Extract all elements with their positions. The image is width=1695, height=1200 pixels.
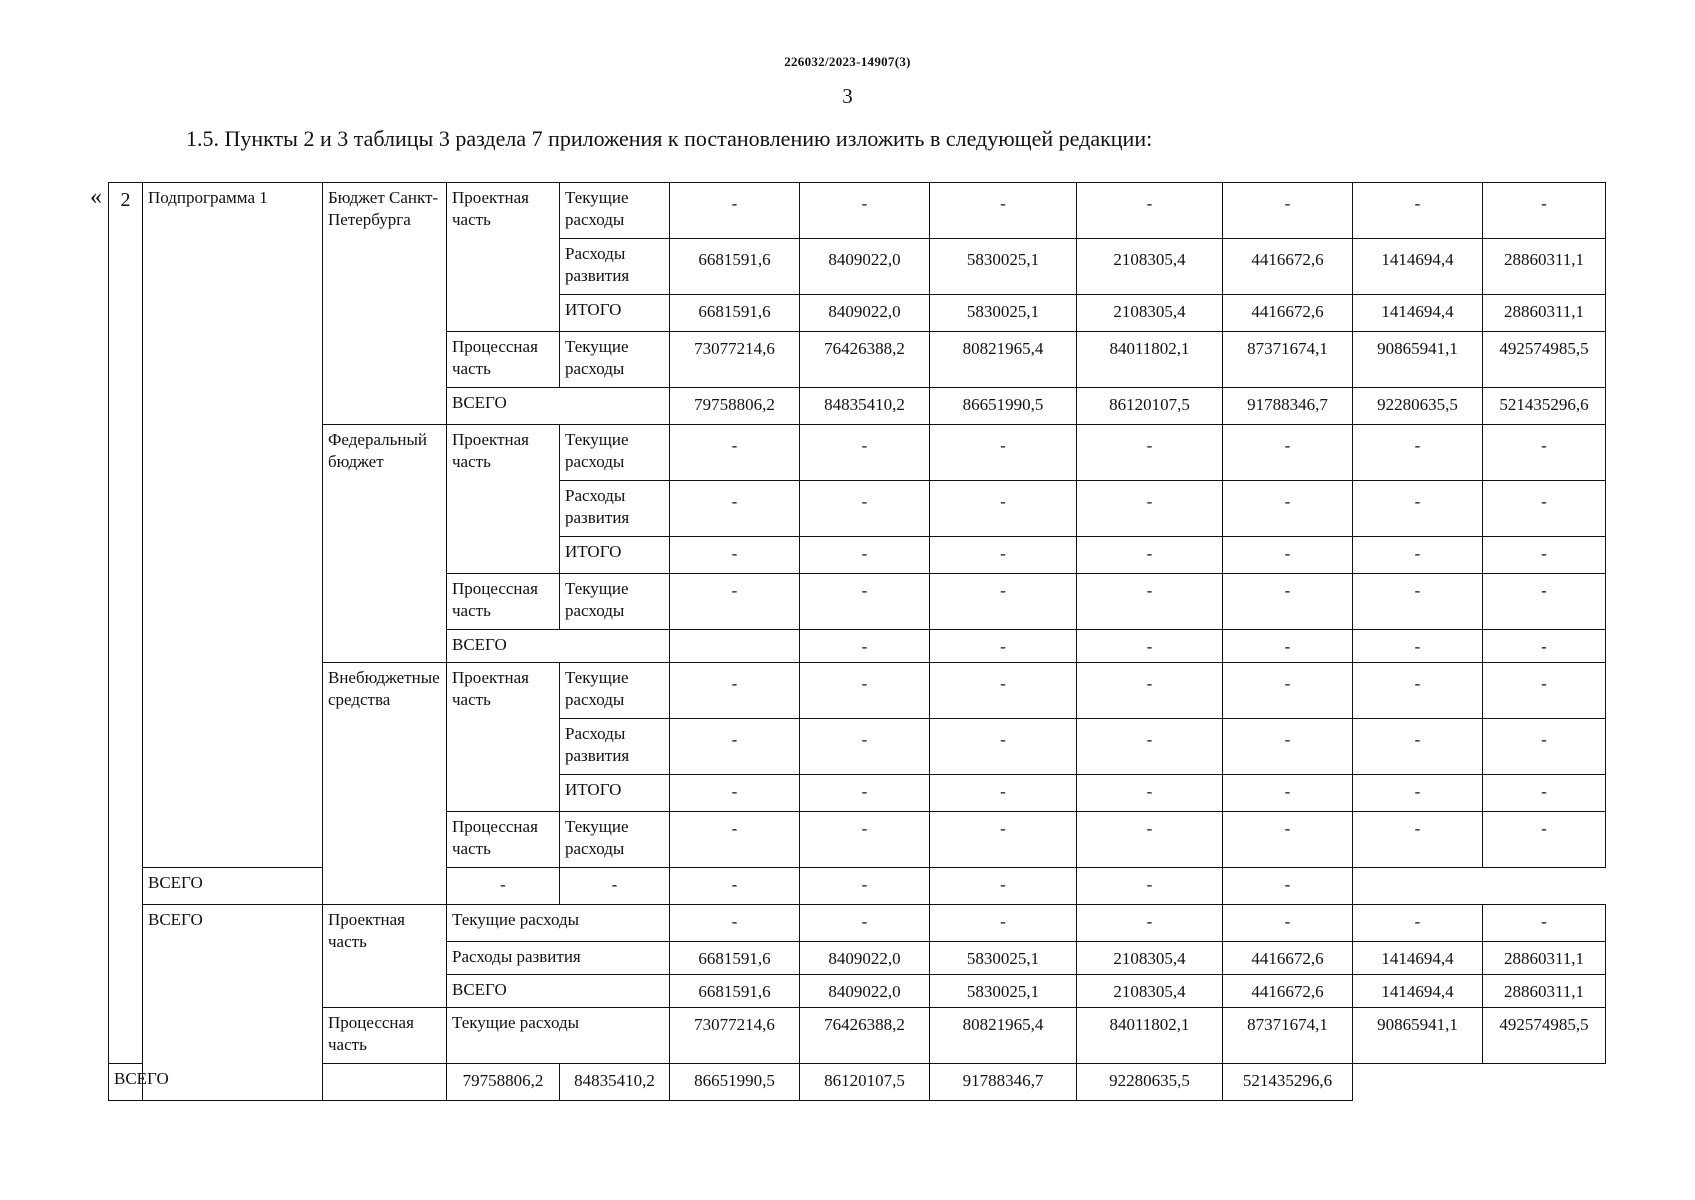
table-row <box>109 1064 1606 1101</box>
expense-label: Текущие расходы <box>447 1008 670 1064</box>
table-cell: - <box>800 537 930 574</box>
table-cell: 8409022,0 <box>800 975 930 1008</box>
table-cell: - <box>670 868 800 905</box>
table-cell: - <box>930 183 1077 239</box>
table-cell: - <box>1223 481 1353 537</box>
table-cell: 91788346,7 <box>930 1064 1077 1101</box>
table-cell: - <box>670 812 800 868</box>
table-cell: - <box>1223 719 1353 775</box>
table-cell: - <box>800 775 930 812</box>
table-cell: 1414694,4 <box>1353 295 1483 332</box>
table-cell: - <box>930 630 1077 663</box>
total-label: ВСЕГО <box>447 388 670 425</box>
table-cell: 86651990,5 <box>930 388 1077 425</box>
table-cell: - <box>670 905 800 942</box>
table-cell: 8409022,0 <box>800 942 930 975</box>
table-cell: 8409022,0 <box>800 295 930 332</box>
expense-label: ИТОГО <box>560 775 670 812</box>
table-cell: - <box>670 183 800 239</box>
table-cell: 28860311,1 <box>1483 942 1606 975</box>
table-cell: - <box>1077 425 1223 481</box>
expense-label: Текущие расходы <box>560 574 670 630</box>
table-cell: 73077214,6 <box>670 332 800 388</box>
table-cell: - <box>930 574 1077 630</box>
table-cell: - <box>1353 775 1483 812</box>
table-cell: 92280635,5 <box>1077 1064 1223 1101</box>
table-cell: - <box>1483 425 1606 481</box>
table-cell: 87371674,1 <box>1223 1008 1353 1064</box>
table-cell: 76426388,2 <box>800 1008 930 1064</box>
table-cell: - <box>930 775 1077 812</box>
table-cell: 79758806,2 <box>447 1064 560 1101</box>
table-cell: 28860311,1 <box>1483 239 1606 295</box>
table-cell: 84835410,2 <box>560 1064 670 1101</box>
table-row <box>109 663 1606 719</box>
expense-label: Расходы развития <box>447 942 670 975</box>
table-cell: - <box>1223 905 1353 942</box>
subprogram-name: Подпрограмма 1 <box>143 183 323 868</box>
table-cell: - <box>670 663 800 719</box>
table-cell: 5830025,1 <box>930 239 1077 295</box>
table-cell: - <box>800 574 930 630</box>
section-heading: 1.5. Пункты 2 и 3 таблицы 3 раздела 7 приложения к постановлению изложить в следующей редакции: <box>186 126 1153 151</box>
table-cell: 76426388,2 <box>800 332 930 388</box>
source-extrabudgetary: Внебюджетные средства <box>323 663 447 905</box>
table-cell: - <box>1353 183 1483 239</box>
table-cell: 86120107,5 <box>1077 388 1223 425</box>
table-cell: - <box>1353 630 1483 663</box>
table-cell: - <box>1223 775 1353 812</box>
table-cell: - <box>1077 812 1223 868</box>
table-cell: - <box>1223 630 1353 663</box>
table-cell: 1414694,4 <box>1353 239 1483 295</box>
table-cell: - <box>1077 663 1223 719</box>
table-cell: - <box>800 630 930 663</box>
table-cell: 6681591,6 <box>670 295 800 332</box>
table-cell: 492574985,5 <box>1483 332 1606 388</box>
table-cell: - <box>560 868 670 905</box>
table-cell: 4416672,6 <box>1223 975 1353 1008</box>
part-label: Проектная часть <box>323 905 447 1008</box>
table-cell: 91788346,7 <box>1223 388 1353 425</box>
table-cell: - <box>1223 868 1353 905</box>
table-cell: 492574985,5 <box>1483 1008 1606 1064</box>
table-cell: - <box>1483 775 1606 812</box>
table-cell: - <box>1353 663 1483 719</box>
table-cell: - <box>930 812 1077 868</box>
grand-total-label: ВСЕГО <box>143 905 323 1101</box>
table-cell: 5830025,1 <box>930 942 1077 975</box>
expense-label: Текущие расходы <box>447 905 670 942</box>
table-cell: - <box>1223 425 1353 481</box>
table-row <box>109 183 1606 239</box>
table-cell: - <box>1353 905 1483 942</box>
part-label: Проектная часть <box>447 425 560 574</box>
table-cell: 1414694,4 <box>1353 975 1483 1008</box>
table-cell: - <box>1223 537 1353 574</box>
part-label: Процессная часть <box>447 332 560 388</box>
table-cell: - <box>1483 663 1606 719</box>
table-cell: - <box>1483 812 1606 868</box>
table-cell: 92280635,5 <box>1353 388 1483 425</box>
table-cell: 28860311,1 <box>1483 975 1606 1008</box>
expense-label: Расходы развития <box>560 239 670 295</box>
row-number: 2 <box>109 183 143 1064</box>
table-cell: - <box>670 537 800 574</box>
table-cell: - <box>1353 574 1483 630</box>
expense-label: ИТОГО <box>560 295 670 332</box>
table-cell: 6681591,6 <box>670 975 800 1008</box>
table-cell: - <box>1077 630 1223 663</box>
table-cell: 2108305,4 <box>1077 975 1223 1008</box>
table-cell: 86120107,5 <box>800 1064 930 1101</box>
table-cell: - <box>1483 537 1606 574</box>
table-cell: - <box>800 812 930 868</box>
expense-label: Текущие расходы <box>560 425 670 481</box>
table-cell: 2108305,4 <box>1077 942 1223 975</box>
part-label: Проектная часть <box>447 663 560 812</box>
expense-label: Текущие расходы <box>560 183 670 239</box>
table-cell: 5830025,1 <box>930 975 1077 1008</box>
table-cell: 80821965,4 <box>930 332 1077 388</box>
table-cell: - <box>930 905 1077 942</box>
table-cell: - <box>1483 183 1606 239</box>
table-cell: - <box>800 183 930 239</box>
table-cell: - <box>670 481 800 537</box>
table-cell: 87371674,1 <box>1223 332 1353 388</box>
table-cell: - <box>1483 719 1606 775</box>
table-cell: 2108305,4 <box>1077 239 1223 295</box>
table-cell: - <box>1483 630 1606 663</box>
part-label: Процессная часть <box>447 812 560 868</box>
table-cell: - <box>1223 663 1353 719</box>
expense-label: Расходы развития <box>560 481 670 537</box>
table-cell <box>670 630 800 663</box>
table-cell: - <box>930 481 1077 537</box>
expense-label: Текущие расходы <box>560 332 670 388</box>
total-label: ВСЕГО <box>447 630 670 663</box>
source-federal-budget: Федеральный бюджет <box>323 425 447 663</box>
table-cell: 2108305,4 <box>1077 295 1223 332</box>
table-cell: - <box>930 663 1077 719</box>
table-cell: - <box>1223 574 1353 630</box>
table-cell: 80821965,4 <box>930 1008 1077 1064</box>
table-cell: 5830025,1 <box>930 295 1077 332</box>
table-cell: - <box>1077 905 1223 942</box>
funding-table <box>108 182 1606 1101</box>
table-cell: - <box>1353 812 1483 868</box>
table-cell: - <box>1077 574 1223 630</box>
table-cell: - <box>1223 812 1353 868</box>
table-row <box>109 905 1606 942</box>
table-cell: 521435296,6 <box>1223 1064 1353 1101</box>
total-label: ВСЕГО <box>143 868 447 905</box>
table-cell: - <box>670 425 800 481</box>
table-cell: 8409022,0 <box>800 239 930 295</box>
table-cell: - <box>1353 425 1483 481</box>
expense-label: ИТОГО <box>560 537 670 574</box>
expense-label: ВСЕГО <box>447 975 670 1008</box>
table-cell: - <box>800 663 930 719</box>
expense-label: Текущие расходы <box>560 812 670 868</box>
table-cell: 86651990,5 <box>670 1064 800 1101</box>
document-number: 226032/2023-14907(3) <box>784 54 911 69</box>
table-cell: - <box>800 868 930 905</box>
table-cell: - <box>670 719 800 775</box>
part-label: Процессная часть <box>447 574 560 630</box>
table-cell: - <box>930 425 1077 481</box>
table-cell: - <box>930 719 1077 775</box>
table-cell: 90865941,1 <box>1353 1008 1483 1064</box>
table-cell: - <box>1077 537 1223 574</box>
table-cell: - <box>1077 481 1223 537</box>
table-cell: 84011802,1 <box>1077 1008 1223 1064</box>
table-cell: - <box>930 868 1077 905</box>
part-label: Проектная часть <box>447 183 560 332</box>
table-cell: - <box>1077 775 1223 812</box>
table-row <box>109 868 1606 905</box>
table-cell: 1414694,4 <box>1353 942 1483 975</box>
table-cell: 84835410,2 <box>800 388 930 425</box>
total-label: ВСЕГО <box>109 1064 447 1101</box>
table-cell: 28860311,1 <box>1483 295 1606 332</box>
table-cell: - <box>1483 481 1606 537</box>
page-number: 3 <box>842 84 853 108</box>
source-spb-budget: Бюджет Санкт-Петербурга <box>323 183 447 425</box>
expense-label: Текущие расходы <box>560 663 670 719</box>
table-cell: 90865941,1 <box>1353 332 1483 388</box>
table-cell: - <box>1353 481 1483 537</box>
table-cell: - <box>1077 719 1223 775</box>
table-cell: - <box>800 905 930 942</box>
table-cell: - <box>930 537 1077 574</box>
table-cell: 4416672,6 <box>1223 295 1353 332</box>
table-cell: 79758806,2 <box>670 388 800 425</box>
table-cell: - <box>1353 719 1483 775</box>
table-row <box>109 1008 1606 1064</box>
table-cell: - <box>447 868 560 905</box>
table-cell: 84011802,1 <box>1077 332 1223 388</box>
table-cell: - <box>670 775 800 812</box>
table-cell: - <box>1483 905 1606 942</box>
part-label: Процессная часть <box>323 1008 447 1064</box>
table-cell: 73077214,6 <box>670 1008 800 1064</box>
table-cell: 4416672,6 <box>1223 239 1353 295</box>
table-cell: - <box>800 425 930 481</box>
table-cell: - <box>670 574 800 630</box>
table-cell: - <box>1223 183 1353 239</box>
table-cell: - <box>1483 574 1606 630</box>
table-cell: - <box>800 719 930 775</box>
opening-quote: « <box>90 184 102 210</box>
table-cell: - <box>1077 868 1223 905</box>
table-row <box>109 425 1606 481</box>
table-cell: 4416672,6 <box>1223 942 1353 975</box>
table-cell: - <box>800 481 930 537</box>
table-cell: 6681591,6 <box>670 239 800 295</box>
table-cell: 521435296,6 <box>1483 388 1606 425</box>
table-cell: - <box>1077 183 1223 239</box>
table-cell: 6681591,6 <box>670 942 800 975</box>
table-cell: - <box>1353 537 1483 574</box>
expense-label: Расходы развития <box>560 719 670 775</box>
